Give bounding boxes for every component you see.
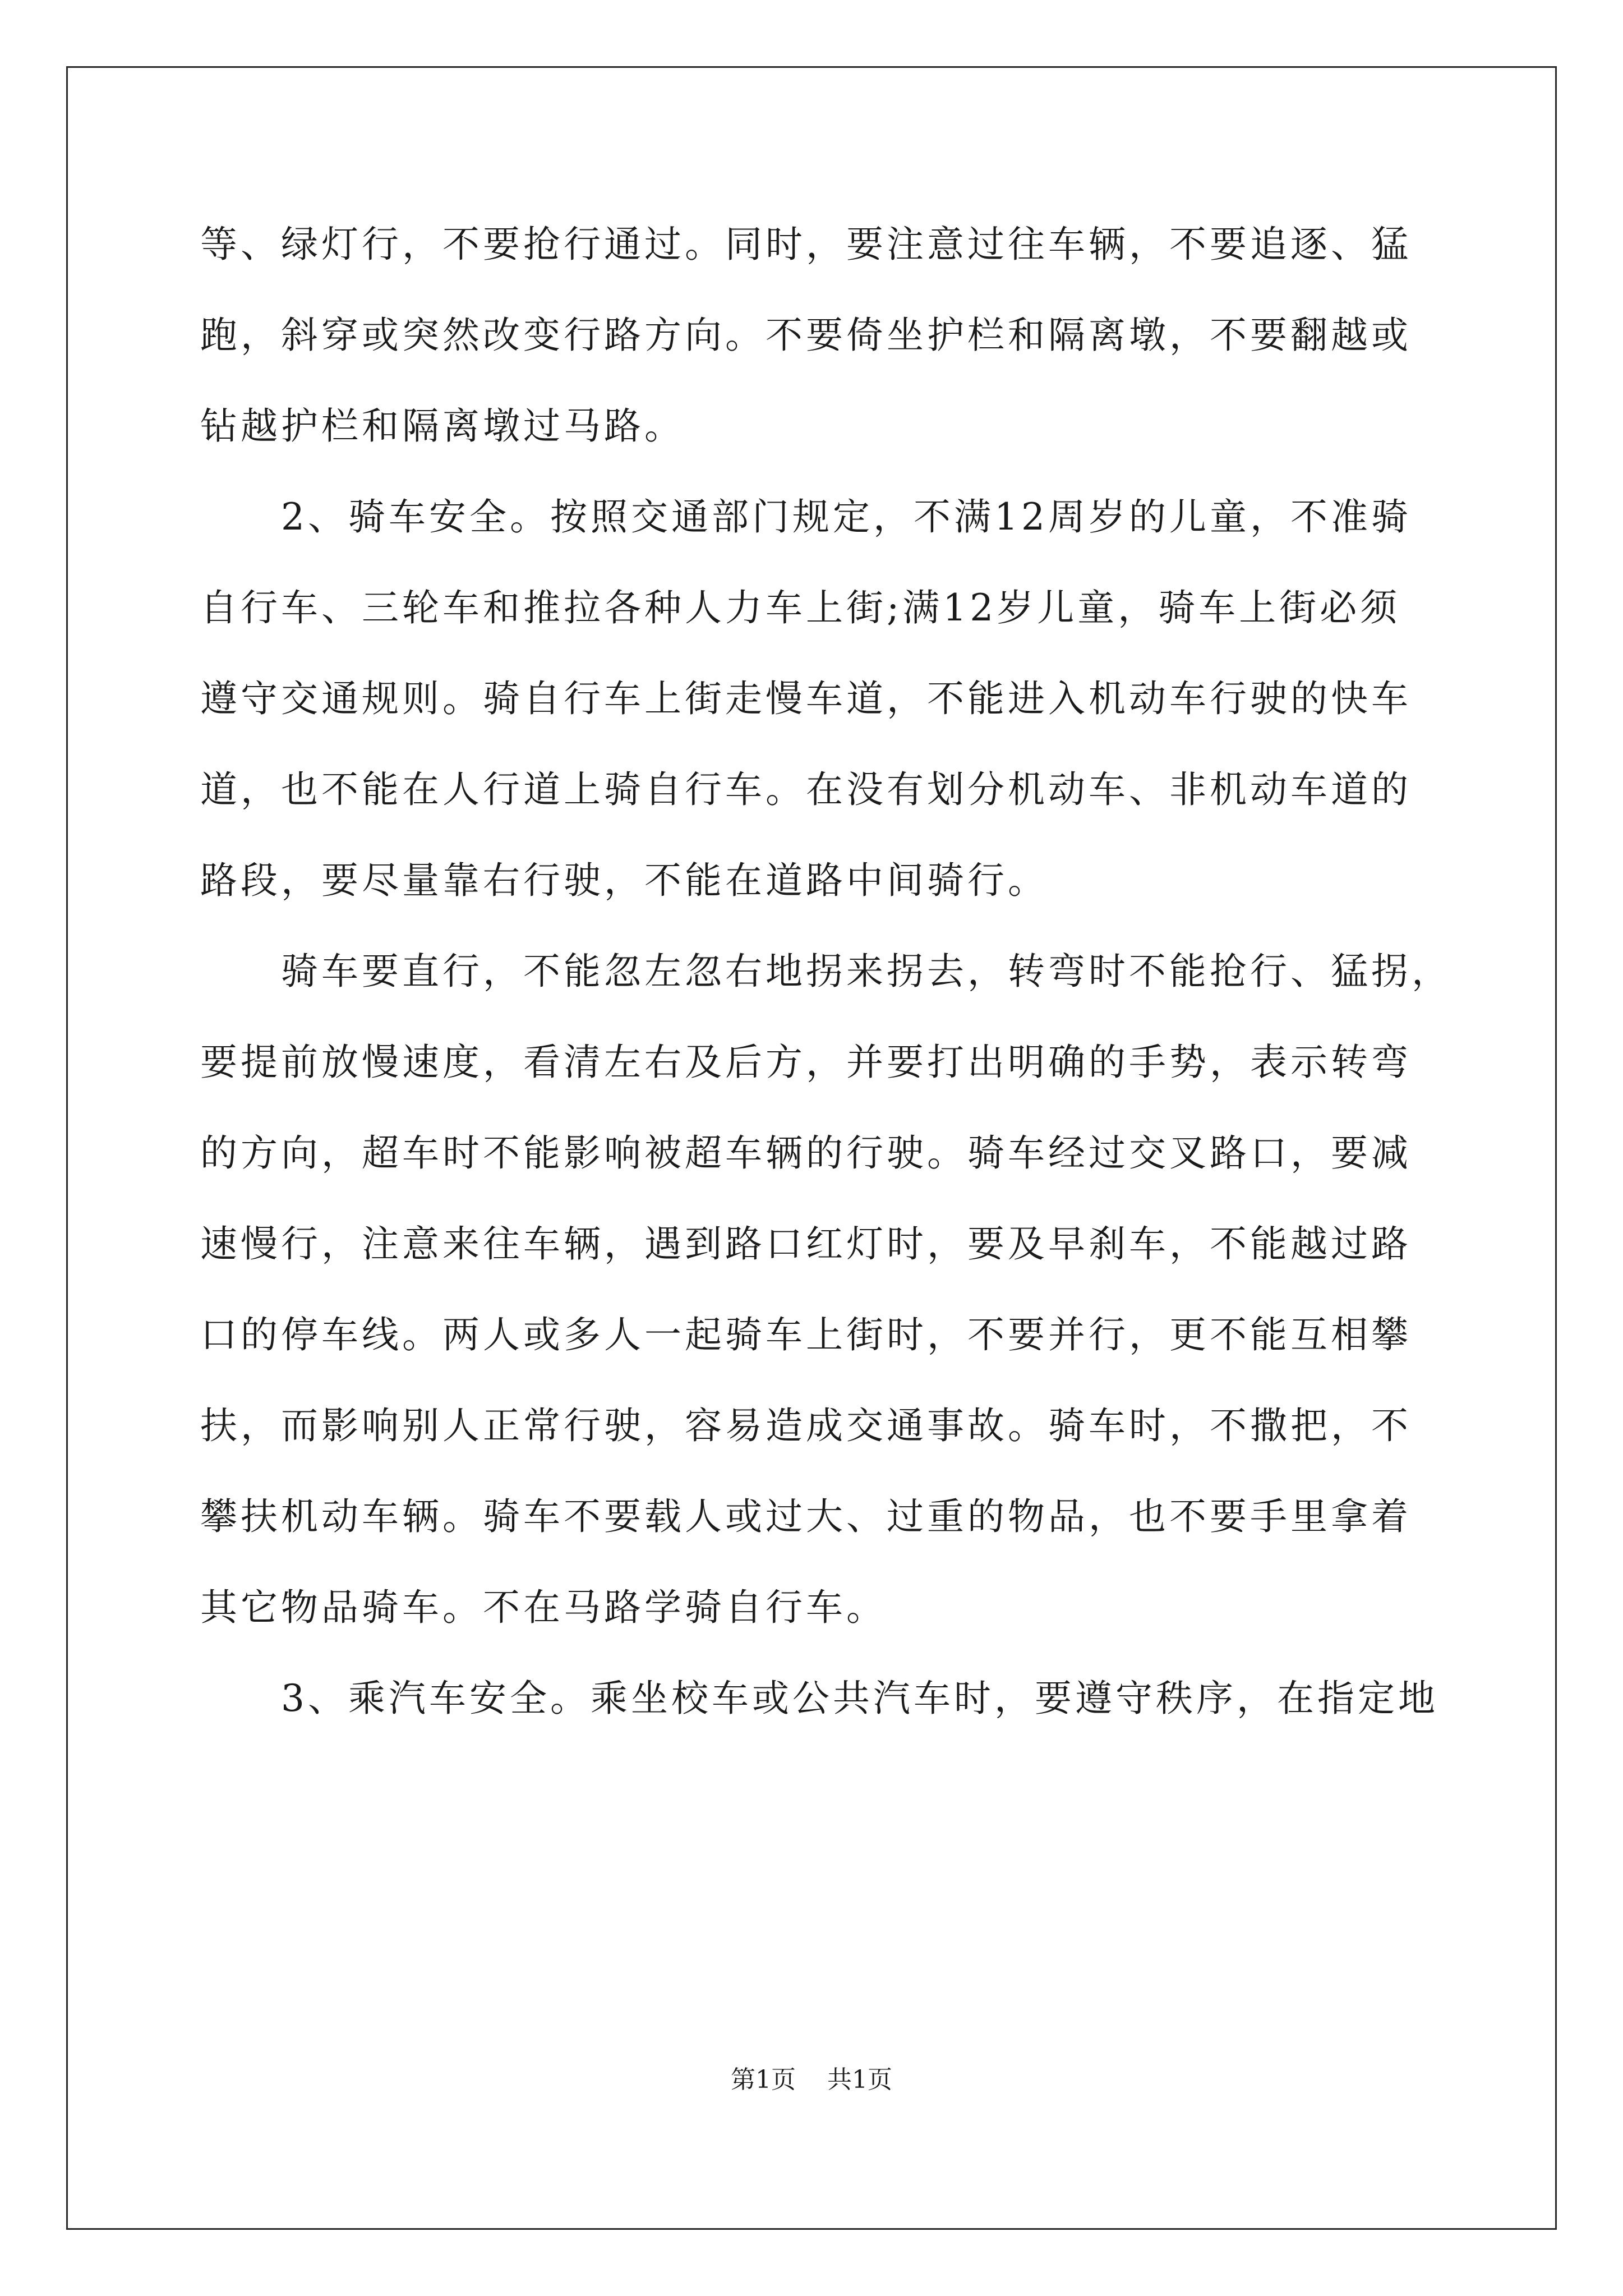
- text-line: 等、绿灯行，不要抢行通过。同时，要注意过往车辆，不要追逐、猛: [200, 223, 1412, 266]
- text-line: 2、骑车安全。按照交通部门规定，不满12周岁的儿童，不准骑: [200, 495, 1412, 539]
- text-line: 口的停车线。两人或多人一起骑车上街时，不要并行，更不能互相攀: [200, 1313, 1412, 1356]
- document-body: [200, 199, 1452, 1744]
- text-line: 扶，而影响别人正常行驶，容易造成交通事故。骑车时，不撒把，不: [200, 1404, 1412, 1447]
- page-number: 第1页: [731, 2065, 796, 2094]
- text-line: 道，也不能在人行道上骑自行车。在没有划分机动车、非机动车道的: [200, 768, 1412, 811]
- text-line: 路段，要尽量靠右行驶，不能在道路中间骑行。: [200, 859, 1048, 902]
- page-footer: [0, 2063, 1623, 2097]
- text-line: 速慢行，注意来往车辆，遇到路口红灯时，要及早刹车，不能越过路: [200, 1222, 1412, 1266]
- text-line: 自行车、三轮车和推拉各种人力车上街;满12岁儿童，骑车上街必须: [200, 586, 1401, 629]
- page-total: 共1页: [827, 2065, 892, 2094]
- text-line: 其它物品骑车。不在马路学骑自行车。: [200, 1586, 887, 1629]
- text-line: 跑，斜穿或突然改变行路方向。不要倚坐护栏和隔离墩，不要翻越或: [200, 314, 1412, 357]
- text-line: 3、乘汽车安全。乘坐校车或公共汽车时，要遵守秩序，在指定地: [200, 1677, 1438, 1720]
- text-line: 遵守交通规则。骑自行车上街走慢车道，不能进入机动车行驶的快车: [200, 677, 1412, 720]
- text-line: 攀扶机动车辆。骑车不要载人或过大、过重的物品，也不要手里拿着: [200, 1495, 1412, 1538]
- text-line: 钻越护栏和隔离墩过马路。: [200, 404, 685, 448]
- text-line: 骑车要直行，不能忽左忽右地拐来拐去，转弯时不能抢行、猛拐，: [200, 950, 1452, 993]
- text-line: 的方向，超车时不能影响被超车辆的行驶。骑车经过交叉路口，要减: [200, 1131, 1412, 1175]
- text-line: 要提前放慢速度，看清左右及后方，并要打出明确的手势，表示转弯: [200, 1041, 1412, 1084]
